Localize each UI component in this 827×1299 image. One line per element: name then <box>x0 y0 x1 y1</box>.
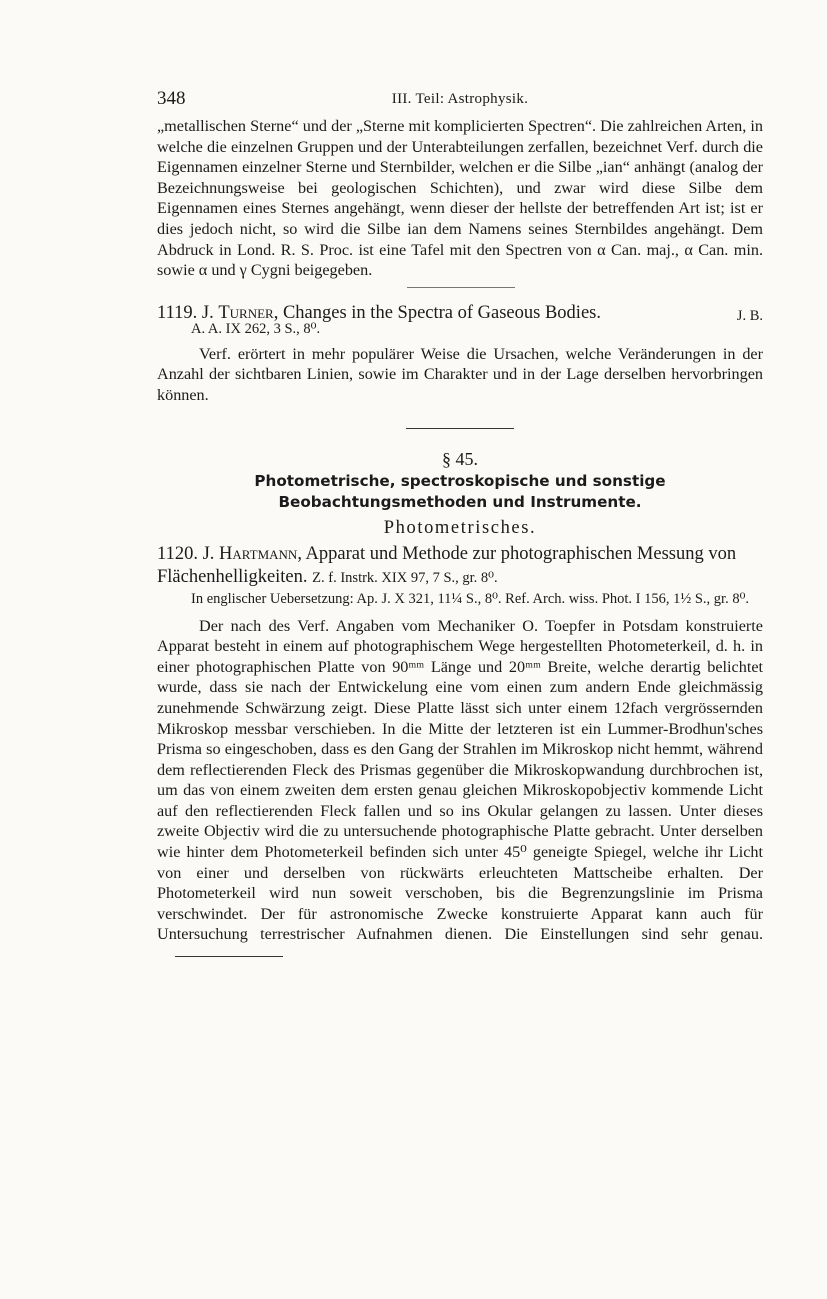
entry-heading <box>157 543 763 590</box>
entry-abstract: Verf. erörtert in mehr populärer Weise die Ursachen, welche Veränderungen in der Anzahl der sichtbaren Linien, sowie im Charakter und in der Lage derselben hervorbringen können. <box>157 344 763 404</box>
running-header <box>157 88 763 116</box>
entry-author: Hartmann <box>219 543 298 564</box>
short-divider <box>407 287 515 288</box>
section-divider <box>406 428 514 429</box>
entry-translation-note: In englischer Uebersetzung: Ap. J. X 321, 11¼ S., 8⁰. Ref. Arch. wiss. Phot. I 156, 1½ S., gr. 8⁰. <box>191 590 750 607</box>
bibliography-entry-1119 <box>157 302 763 406</box>
section-heading: Photometrische, spectroskopische und sonstige Beobachtungsmethoden und Instrumente. <box>254 471 666 511</box>
running-title: III. Teil: Astrophysik. <box>391 91 529 107</box>
entry-title: , Changes in the Spectra of Gaseous Bodies. <box>273 302 601 323</box>
entry-author: Turner <box>218 302 274 323</box>
entry-abstract <box>157 616 763 966</box>
continued-paragraph: „metallischen Sterne“ und der „Sterne mit komplicierten Spectren“. Die zahlreichen Arten, in welche die einzelnen Gruppen und der Unterabteilungen zerfallen, bezeichnet Verf. durch die Eigennamen einzelner Sterne und Sternbilder, welchen er die Silbe „ian“ anhängt (analog der Bezeichnungsweise bei geologischen Schichten), und zwar wird diese Silbe dem Eigennamen eines Sternes angehängt, wenn dieser der hellste der betreffenden Art ist; ist er dies jedoch nicht, so wird die Silbe ian dem Namens seines Sternbildes angehängt. Dem Abdruck in Lond. R. S. Proc. ist eine Tafel mit den Spectren von α Can. maj., α Can. min. sowie α und γ Cygni beigegeben. <box>157 117 763 280</box>
entry-citation-continued: A. A. IX 262, 3 S., 8⁰. <box>191 320 321 337</box>
entry-number: 1119. J. <box>157 302 219 323</box>
entry-citation: Z. f. Instrk. XIX 97, 7 S., gr. 8⁰. <box>312 569 498 586</box>
page-number: 348 <box>157 88 186 109</box>
bibliography-entry-1120 <box>157 543 763 966</box>
entry-number: 1120. J. <box>157 543 220 564</box>
subsection-title: Photometrisches. <box>383 517 537 538</box>
entry-title: , Apparat und Methode zur photographischen Messung von Flächenhelligkeiten. <box>157 543 737 587</box>
page <box>157 88 763 966</box>
section-number: § 45. <box>442 448 478 469</box>
entry-citation: J. B. <box>736 307 763 324</box>
entry-abstract-text: Der nach des Verf. Angaben vom Mechaniker O. Toepfer in Potsdam konstruierte Apparat besteht in einem auf photographischem Wege hergestellten Photometerkeil, d. h. in einer photographischen Platte von 90ᵐᵐ Länge und 20ᵐᵐ Breite, welche derartig belichtet wurde, dass sie nach der Entwickelung eine vom einen zum andern Ende gleichmässig zunehmende Schwärzung zeigt. Diese Platte lässt sich unter einem 12fach vergrössernden Mikroskop messbar verschieben. In die Mitte der letzteren ist ein Lummer-Brodhun'sches Prisma so eingeschoben, dass es den Gang der Strahlen im Mikroskop nicht hemmt, während dem reflectierenden Fleck des Prismas gegenüber die Mikroskopwandung durchbrochen ist, um das von einem zweiten dem ersten genau gleichen Mikroskopobjectiv kommende Licht auf den reflectierenden Fleck fallen und so ins Okular gelangen zu lassen. Unter dieses zweite Objectiv wird die zu untersuchende photographische Platte gebracht. Unter derselben wie hinter dem Photometerkeil befinden sich unter 45⁰ geneigte Spiegel, welche ihr Licht von einer und derselben von rückwärts erleuchteten Mattscheibe erhalten. Der Photometerkeil wird nun soweit verschoben, bis die Begrenzungslinie im Prisma verschwindet. Der für astronomische Zwecke konstruierte Apparat kann auch für Untersuchung terrestrischer Aufnahmen dienen. Die Einstellungen sind sehr genau. <box>157 616 763 944</box>
end-divider <box>175 956 283 957</box>
